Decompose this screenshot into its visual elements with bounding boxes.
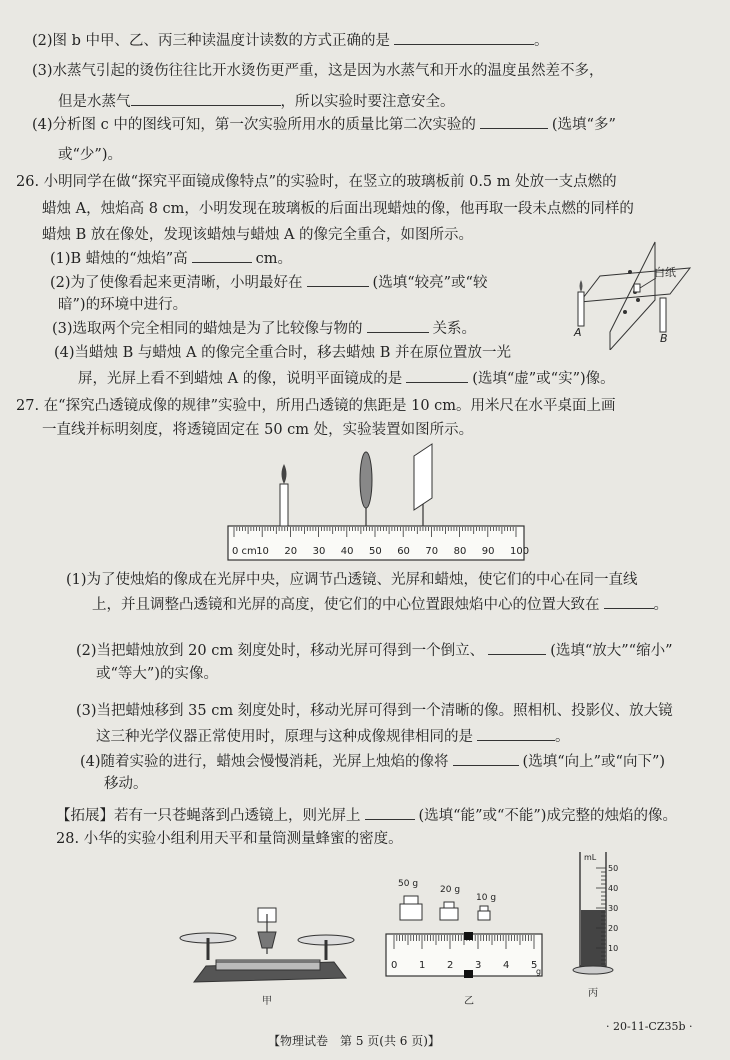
weights-figure — [382, 874, 556, 1008]
cylinder-figure — [570, 846, 628, 1002]
cylinder-label: 20 — [608, 924, 619, 933]
ruler-label: 30 — [312, 546, 326, 557]
q25-2-text: (2)图 b 中甲、乙、丙三种读温度计读数的方式正确的是 。 — [32, 30, 549, 51]
q26-4-line1: (4)当蜡烛 B 与蜡烛 A 的像完全重合时，移去蜡烛 B 并在原位置放一光 — [54, 345, 511, 361]
q27-2-line1: (2)当把蜡烛放到 20 cm 刻度处时，移动光屏可得到一个倒立、 (选填“放大”“缩小” — [76, 640, 673, 661]
cylinder-label: 50 — [608, 864, 619, 873]
q26-stem-1: 26. 小明同学在做“探究平面镜成像特点”的实验时，在竖立的玻璃板前 0.5 m 处放一支点燃的 — [16, 174, 617, 190]
answer-blank[interactable] — [453, 751, 519, 766]
answer-blank[interactable] — [480, 114, 548, 129]
scale-label: 5 — [531, 960, 538, 971]
figure-label-yi: 乙 — [464, 996, 474, 1007]
answer-blank[interactable] — [406, 368, 468, 383]
q27-stem-1: 27. 在“探究凸透镜成像的规律”实验中，所用凸透镜的焦距是 10 cm。用米尺在水平桌面上画 — [16, 398, 616, 414]
q25-3-line2: 但是水蒸气 ，所以实验时要注意安全。 — [58, 91, 455, 112]
plane-mirror-figure — [560, 232, 700, 350]
ruler-label: 100 — [510, 546, 530, 557]
answer-blank[interactable] — [488, 640, 546, 655]
q27-4-line2: 移动。 — [104, 776, 148, 792]
weight-10g-shape — [480, 906, 488, 911]
cylinder-label: 40 — [608, 884, 619, 893]
label-b: B — [660, 332, 668, 345]
scale-label: 1 — [419, 960, 426, 971]
ruler-label: 80 — [453, 546, 467, 557]
rider-top — [464, 932, 473, 940]
q26-2-line2: 暗”)的环境中进行。 — [58, 297, 188, 313]
q27-1-line2: 上，并且调整凸透镜和光屏的高度，使它们的中心位置跟烛焰中心的位置大致在 。 — [92, 594, 668, 615]
q27-1-line1: (1)为了使烛焰的像成在光屏中央，应调节凸透镜、光屏和蜡烛，使它们的中心在同一直线 — [66, 572, 638, 588]
q27-2-line2: 或“等大”)的实像。 — [96, 666, 218, 682]
page-footer: 【物理试卷 第 5 页(共 6 页)】 — [268, 1034, 440, 1048]
q27-4-line1: (4)随着实验的进行，蜡烛会慢慢消耗，光屏上烛焰的像将 (选填“向上”或“向下”) — [80, 751, 665, 772]
scale-unit: g — [536, 967, 542, 976]
ruler-label: 0 cm — [232, 546, 257, 557]
balance-figure — [176, 892, 358, 1008]
label-paper: 白纸 — [654, 266, 676, 279]
candle-shape — [280, 484, 288, 526]
answer-blank[interactable] — [367, 318, 429, 333]
ruler-label: 90 — [481, 546, 495, 557]
cylinder-label: 10 — [608, 944, 619, 953]
ruler-label: 70 — [425, 546, 439, 557]
scale-label: 2 — [447, 960, 454, 971]
answer-blank[interactable] — [192, 248, 252, 263]
q25-4-line1: (4)分析图 c 中的图线可知，第一次实验所用水的质量比第二次实验的 (选填“多” — [32, 114, 616, 135]
exam-code: · 20-11-CZ35b · — [606, 1020, 693, 1033]
candle-b-shape — [660, 298, 666, 332]
q26-2-line1: (2)为了使像看起来更清晰，小明最好在 (选填“较亮”或“较 — [50, 272, 487, 293]
weight-50g-shape — [404, 896, 418, 904]
scale-label: 0 — [391, 960, 398, 971]
q26-stem-2: 蜡烛 A，烛焰高 8 cm，小明发现在玻璃板的后面出现蜡烛的像，他再取一段未点燃的同样的 — [42, 201, 634, 217]
weight-50g-label: 50 g — [398, 879, 419, 889]
cylinder-unit: mL — [584, 853, 597, 862]
figure-label-bing: 丙 — [588, 988, 598, 999]
ruler-label: 50 — [369, 546, 382, 557]
answer-blank[interactable] — [394, 30, 534, 45]
figure-label-jia: 甲 — [262, 996, 272, 1007]
candle-a-shape — [578, 292, 584, 326]
label-a: A — [574, 326, 582, 339]
answer-blank[interactable] — [131, 91, 281, 106]
q26-stem-3: 蜡烛 B 放在像处，发现该蜡烛与蜡烛 A 的像完全重合，如图所示。 — [42, 227, 474, 243]
scale-label: 4 — [503, 960, 510, 971]
q26-3: (3)选取两个完全相同的蜡烛是为了比较像与物的 关系。 — [52, 318, 476, 339]
ruler-label: 10 — [256, 546, 269, 557]
q27-3-line1: (3)当把蜡烛移到 35 cm 刻度处时，移动光屏可得到一个清晰的像。照相机、投影仪、放大镜 — [76, 703, 673, 719]
weight-20g-shape — [444, 902, 454, 908]
scale-label: 3 — [475, 960, 482, 971]
cylinder-label: 30 — [608, 904, 619, 913]
answer-blank[interactable] — [604, 594, 654, 609]
optical-bench-figure — [220, 440, 530, 566]
ruler-label: 60 — [397, 546, 410, 557]
answer-blank[interactable] — [477, 726, 555, 741]
weight-10g-label: 10 g — [476, 893, 497, 903]
q27-extension: 【拓展】若有一只苍蝇落到凸透镜上，则光屏上 (选填“能”或“不能”)成完整的烛焰的像。 — [56, 805, 677, 826]
q26-4-line2: 屏，光屏上看不到蜡烛 A 的像，说明平面镜成的是 (选填“虚”或“实”)像。 — [78, 368, 615, 389]
weight-20g-label: 20 g — [440, 885, 461, 895]
lens-shape — [360, 452, 372, 508]
ruler-label: 20 — [284, 546, 298, 557]
honey-liquid — [581, 910, 605, 966]
q27-stem-2: 一直线并标明刻度，将透镜固定在 50 cm 处，实验装置如图所示。 — [42, 422, 474, 438]
q25-4-line2: 或“少”)。 — [58, 147, 122, 163]
q26-1: (1)B 蜡烛的“烛焰”高 cm。 — [50, 248, 292, 269]
rider-bottom — [464, 970, 473, 978]
q27-3-line2: 这三种光学仪器正常使用时，原理与这种成像规律相同的是 。 — [96, 726, 570, 747]
answer-blank[interactable] — [307, 272, 369, 287]
q25-3-line1: (3)水蒸气引起的烫伤往往比开水烫伤更严重，这是因为水蒸气和开水的温度虽然差不多， — [32, 63, 604, 79]
screen-shape — [414, 444, 432, 510]
q28-stem: 28. 小华的实验小组利用天平和量筒测量蜂蜜的密度。 — [56, 831, 403, 847]
answer-blank[interactable] — [365, 805, 415, 820]
ruler-label: 40 — [340, 546, 354, 557]
